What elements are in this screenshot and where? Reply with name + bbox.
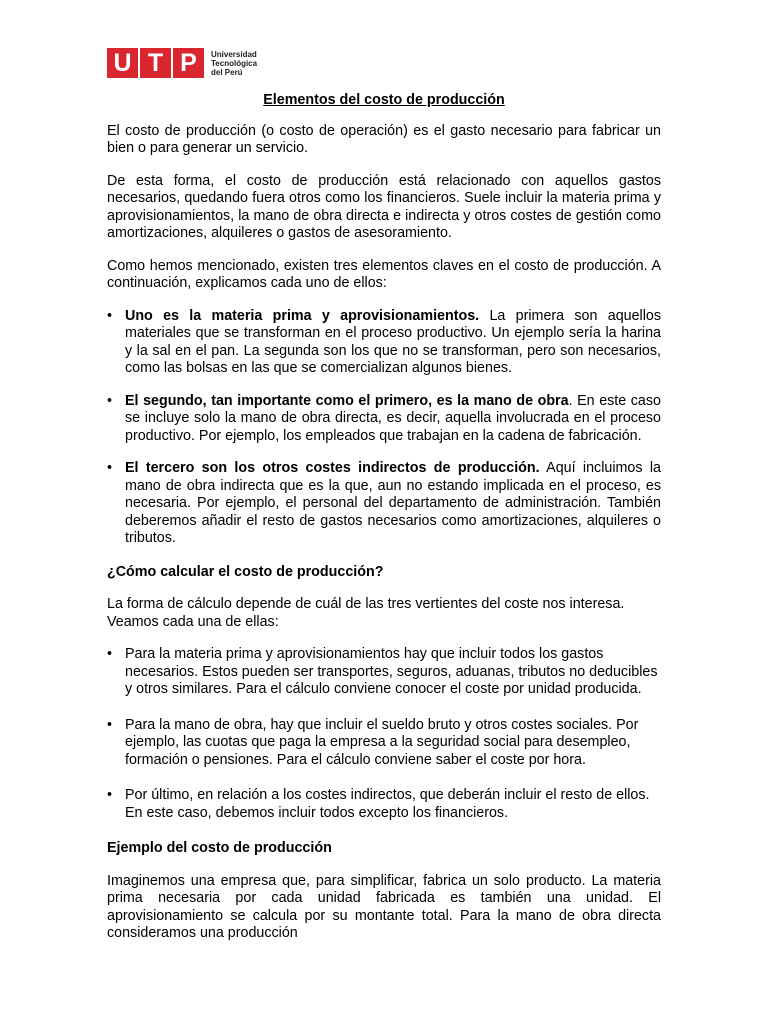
element-item-2-text: . En este caso se incluye solo la mano de obra directa, es decir, aquella involucrada en el proceso productivo. Por ejemplo, los empleados que trabajan en la cadena de fabricación. bbox=[125, 392, 661, 444]
utp-logo bbox=[107, 48, 257, 78]
element-item-1-bold: Uno es la materia prima y aprovisionamientos. bbox=[125, 307, 480, 324]
bullet-icon: • bbox=[107, 307, 113, 324]
bullet-icon: • bbox=[107, 646, 113, 662]
element-item-3 bbox=[107, 460, 661, 548]
document-page bbox=[107, 92, 661, 958]
logo-line-3: del Perú bbox=[211, 67, 243, 77]
bullet-icon: • bbox=[107, 787, 113, 803]
elements-list bbox=[107, 308, 661, 548]
logo-letter-t: T bbox=[140, 48, 171, 78]
logo-letter-p: P bbox=[173, 48, 204, 78]
example-paragraph: Imaginemos una empresa que, para simplificar, fabrica un solo producto. La materia prima necesaria por cada unidad fabricada es también una unidad. El aprovisionamiento se calcula por su montante total. Para la mano de obra directa consideramos una producción bbox=[107, 872, 661, 941]
logo-university-name bbox=[211, 50, 257, 77]
element-item-1 bbox=[107, 308, 661, 378]
intro-paragraph-1: El costo de producción (o costo de operación) es el gasto necesario para fabricar un bien o para generar un servicio. bbox=[107, 122, 661, 156]
calc-item-2 bbox=[107, 717, 661, 770]
bullet-icon: • bbox=[107, 716, 113, 733]
element-item-3-text: Aquí incluimos la mano de obra indirecta que es la que, aun no estando implicada en el proceso, es necesaria. Por ejemplo, el personal del departamento de administración. También deberemos añadir el resto de gastos necesarios como amortizaciones, alquileres o tributos. bbox=[125, 460, 661, 546]
bullet-icon: • bbox=[107, 392, 113, 409]
document-title: Elementos del costo de producción bbox=[263, 92, 505, 108]
calc-item-1-text: Para la materia prima y aprovisionamientos hay que incluir todos los gastos necesarios. Estos pueden ser transportes, seguros, aduanas, tributos no deducibles y otros similares. Para el cálculo conviene conocer el coste por unidad producida. bbox=[125, 646, 658, 697]
calc-heading: ¿Cómo calcular el costo de producción? bbox=[107, 563, 384, 580]
calc-item-3 bbox=[107, 787, 661, 822]
intro-paragraph-3: Como hemos mencionado, existen tres elementos claves en el costo de producción. A continuación, explicamos cada uno de ellos: bbox=[107, 257, 661, 291]
element-item-1-text: La primera son aquellos materiales que se transforman en el proceso productivo. Un ejemplo sería la harina y la sal en el pan. La segunda son los que no se transforman, pero son necesarios, como las bolsas en las que se comercializan algunos bienes. bbox=[125, 307, 661, 376]
logo-line-2: Tecnológica bbox=[211, 58, 258, 68]
calc-item-2-text: Para la mano de obra, hay que incluir el sueldo bruto y otros costes sociales. Por ejemplo, las cuotas que paga la empresa a la seguridad social para desempleo, formación o pensiones. Para el cálculo conviene saber el coste por hora. bbox=[125, 716, 639, 768]
logo-line-1: Universidad bbox=[211, 49, 257, 59]
element-item-2 bbox=[107, 393, 661, 446]
logo-letter-u: U bbox=[107, 48, 138, 78]
example-heading: Ejemplo del costo de producción bbox=[107, 840, 332, 856]
intro-paragraph-2: De esta forma, el costo de producción está relacionado con aquellos gastos necesarios, quedando fuera otros como los financieros. Suele incluir la materia prima y aprovisionamientos, la mano de obra directa e indirecta y otros costes de gestión como amortizaciones, alquileres o gastos de asesoramiento. bbox=[107, 172, 661, 241]
element-item-3-bold: El tercero son los otros costes indirectos de producción. bbox=[125, 460, 540, 476]
calc-intro: La forma de cálculo depende de cuál de las tres vertientes del coste nos interesa. Veamos cada una de ellas: bbox=[107, 596, 625, 630]
bullet-icon: • bbox=[107, 460, 113, 476]
calc-item-3-text: Por último, en relación a los costes indirectos, que deberán incluir el resto de ellos. En este caso, debemos incluir todos excepto los financieros. bbox=[125, 787, 650, 821]
calc-list bbox=[107, 646, 661, 822]
element-item-2-bold: El segundo, tan importante como el primero, es la mano de obra bbox=[125, 392, 569, 409]
calc-item-1 bbox=[107, 646, 661, 699]
